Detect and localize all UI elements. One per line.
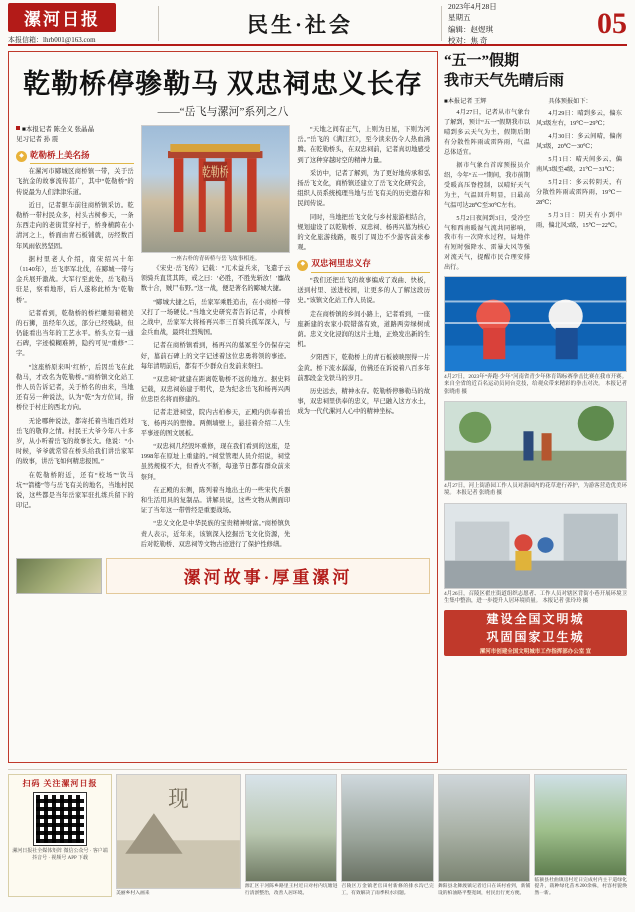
paragraph: “双忠祠”就建在距离乾勒桥不远的地方。据史料记载，双忠祠始建于明代，是为纪念岳飞和杨再兴两位忠臣名将而修建的。 [140, 375, 291, 404]
civilization-campaign-banner [444, 610, 627, 656]
footer-image-4 [534, 774, 627, 876]
byline-intern: 见习记者 孙 震 [16, 135, 59, 143]
forecast-item: 5月3日：阴天有小到中雨，偏北风3级，15℃～22℃。 [536, 211, 622, 229]
weather-headline-line1: “五一”假期 [444, 53, 520, 69]
weather-headline-line2: 我市天气先晴后雨 [444, 73, 565, 90]
feature-headline: 乾勒桥停骖勒马 双忠祠忠义长存 [23, 69, 423, 99]
paragraph: 4月27日，记者从市气象台了解到，预计“五一”假期我市以晴到多云天气为主，假期后期有分散性阵雨或雷阵雨，气温总体适宜。 [444, 109, 530, 157]
photo-cleanup-caption: 4月26日，召陵区翟庄街道组织志愿者、工作人员对辖区背街小巷开展环境卫生集中整治，进一步提升人居环境质量。 本报记者 张玲玲 摄 [444, 590, 627, 604]
byline-reporter: ■本报记者 陈全义 张晶晶 [22, 126, 95, 133]
photo-park-maintenance [444, 401, 627, 481]
civ-sub-label: 漯河市创建全国文明城市工作指挥部办公室 宣 [479, 649, 592, 656]
boxing-illustration [445, 277, 626, 371]
footer-cell-2 [341, 774, 434, 897]
footer-hero-caption: 美丽乡村入画来 [116, 890, 150, 896]
section-heading-2-label: 双忠祠里忠义存 [311, 257, 430, 273]
paragraph: 历史远去，精神永存。乾勒桥停骖勒马的故事，双忠祠里供奉的忠义，早已融入这方水土，成为一代代漯河人心中的精神坐标。 [297, 387, 430, 416]
paragraph: 近日，记者驱车前往商桥镇采访。乾勒桥一带村民众多，村头古树参天，一条东西走向的老街贯穿村子，桥身横跨在小清河之上，桥面由青石板铺就，历经数百年风雨依然坚固。 [16, 201, 134, 250]
section-heading-2 [297, 257, 430, 273]
footer-caption-1: 源汇区干河陈乡路里王村近日对村内坑塘进行清淤整治，改善人居环境。 [244, 884, 338, 896]
paragraph: 据村里老人介绍，南宋绍兴十年（1140年），岳飞率军北伐，在郾城一带与金兵展开激战。大军行至此处，岳飞勒马驻足，察看地形，后人遂称此桥为‘乾勒桥’。 [16, 255, 134, 304]
qr-ad-title: 扫码 关注漯河日报 [22, 779, 98, 788]
footer-photo-strip [8, 769, 627, 897]
weather-byline: ■本报记者 王辉 [444, 97, 487, 105]
section-heading-1-label: 乾勒桥上美名扬 [30, 149, 134, 165]
masthead-left [8, 6, 158, 44]
weather-column-2 [536, 97, 622, 277]
page-body [8, 51, 627, 763]
issue-weekday: 星期五 [448, 13, 471, 23]
footer-cell-3 [438, 774, 531, 897]
paragraph: 记者走进祠堂，院内古柏参天，正殿内供奉着岳飞、杨再兴的塑像。两侧墙壁上，悬挂着介绍二人生平事迹的图文展板。 [140, 409, 291, 437]
qr-ad-note: 漯河日报社全媒体矩阵 微信公众号 · 客户端 抖音号 · 视频号 APP 下载 [12, 849, 108, 861]
right-column [444, 51, 627, 763]
archway-illustration [168, 144, 262, 232]
photo-boxing-caption: 4月27日，2023年“奔跑·少年”河南省青少年体育锦标赛拳击比赛在我市开赛。来自全省的近百名运动员同台竞技，给观众带来精彩的拳击对决。 本报记者 张晓甫 摄 [444, 374, 627, 395]
weather-column-1 [444, 97, 530, 277]
story-banner [16, 557, 430, 595]
diamond-icon: ◆ [16, 151, 27, 162]
park-illustration [445, 402, 626, 480]
page-number: 05 [597, 6, 627, 40]
feature-article [8, 51, 438, 763]
feature-photo [141, 125, 291, 253]
section-title: 民生·社会 [246, 12, 353, 37]
banner-label: 漯河故事·厚重漯河 [106, 558, 430, 594]
paper-logo: 漯河日报 [8, 3, 116, 32]
forecast-item: 5月2日：多云转阴天，有分散性阵雨或雷阵雨，19℃～28℃； [536, 178, 622, 206]
feature-column-1 [16, 125, 134, 553]
qr-ad-block[interactable] [8, 774, 112, 897]
paragraph: 夕阳西下，乾勒桥上的青石板被映照得一片金黄。桥下流水潺潺，仿佛还在诉说着八百多年前那段金戈铁马的岁月。 [297, 354, 430, 382]
weather-body [444, 97, 627, 277]
paragraph: “忠义文化是中华民族的宝贵精神财富。”商桥镇负责人表示，近年来，该镇深入挖掘岳飞文化资源，先后对乾勒桥、双忠祠等文物古迹进行了保护性修缮。 [140, 520, 291, 548]
proof-credit: 校对：焦 奇 [448, 35, 488, 45]
section-title-wrap [158, 6, 442, 41]
feature-column-3 [297, 125, 430, 553]
footer-image-3 [438, 774, 531, 882]
feature-subhead: ——“岳飞与漯河”系列之八 [157, 106, 289, 118]
paragraph: 记者在商桥镇看到，杨再兴的墓冢至今仍保存完好，墓前石碑上的文字记述着这位忠勇将领的事迹。每年清明前后，都有不少群众自发前来祭扫。 [140, 342, 291, 370]
paragraph: 走在商桥镇的乡间小路上，记者看到，一座座新建的农家小院错落有致，道路两旁绿树成荫。忠义文化浸润的这片土地，正焕发出新的生机。 [297, 310, 430, 349]
weather-headline [444, 51, 627, 92]
photo-park-caption: 4月27日，河上街游园工作人员对游园内的花草进行养护，为游客营造优美环境。 本报记者 张晓甫 摄 [444, 483, 627, 497]
footer-cell-1 [245, 774, 338, 897]
forecast-intro: 具体预报如下： [548, 97, 592, 105]
masthead [8, 2, 627, 46]
photo-street-cleanup [444, 503, 627, 589]
hotline-label: 本报信箱：lhrb001@163.com [8, 35, 96, 44]
paragraph: “天地之间有正气，上则为日星，下则为河岳。”岳飞的《满江红》，至今读来仍令人热血沸腾。在乾勒桥头，在双忠祠前，记者真切地感受到了这种穿越时空的精神力量。 [297, 126, 430, 164]
footer-caption-2: 召陵区万金镇老官田村新修的排水沟已完工，有效解决了雨季积水问题。 [341, 884, 434, 896]
footer-image-1 [245, 774, 338, 882]
paragraph: 据市气象台首席预报员介绍，今年“五一”期间，我市前期受暖高压脊控制，以晴好天气为主，气温回升明显，日最高气温可达28℃至30℃左右。 [444, 162, 530, 209]
forecast-item: 4月29日：晴到多云，偏东风3级左右，19℃～29℃； [536, 110, 622, 128]
paragraph: 在正殿的东侧，陈列着当地出土的一些宋代兵器和生活用具的复制品。讲解员说，这些文物从侧面印证了当年这一带曾经是重要战场。 [140, 486, 291, 515]
section-heading-1 [16, 149, 134, 165]
footer-caption-3: 舞阳县北舞渡镇记者近日在该村看到，新铺设的柏油路平整宽阔，村民出行更方便。 [437, 884, 531, 896]
footer-cell-4 [534, 774, 627, 897]
paragraph: “我们还把岳飞的故事编成了戏曲、快板，送到村里、送进校园，让更多的人了解这段历史。”该镇文化站工作人员说。 [297, 277, 430, 305]
paragraph: 在漯河市郾城区商桥镇一带，关于岳飞抗金的故事流传甚广，其中“乾勒桥”的传说最为人们津津乐道。 [16, 168, 134, 196]
feature-column-2 [141, 125, 291, 553]
footer-caption-4: 临颍县杜曲镇房村近日完成村内主干道绿化提升，栽种绿化苗木200余株，村容村貌焕然一新。 [534, 877, 627, 896]
paragraph: “郾城大捷之后，岳家军乘胜追击，在小商桥一带又打了一场硬仗。”当地文史研究者告诉记者，小商桥之战中，岳家军大将杨再兴率三百骑兵孤军深入，与金兵血战，最终壮烈殉国。 [140, 298, 291, 337]
civ-line-2: 巩固国家卫生城 [486, 630, 585, 645]
editor-credit: 编辑：赵煜琪 [448, 24, 493, 34]
svg-text:现: 现 [168, 786, 189, 812]
qr-code-image[interactable] [34, 793, 86, 845]
paragraph: “这座桥原来叫‘红桥’，后因岳飞在此勒马，才改名为乾勒桥。”商桥镇文化站工作人员告诉记者，关于桥名的由来，当地还有另一种说法，认为“乾”为方位词，指桥位于村庄的西北方向。 [16, 363, 134, 412]
paragraph: 同时，当地把岳飞文化与乡村旅游相结合，规划建设了以乾勒桥、双忠祠、杨再兴墓为核心的文化旅游线路，吸引了周边不少游客前来参观。 [297, 213, 430, 252]
civ-line-1: 建设全国文明城 [486, 612, 585, 627]
cleanup-illustration [445, 504, 626, 588]
paragraph: 《宋史·岳飞传》记载：“兀术益兵来，飞遣子云领骑兵直贯其阵，戒之曰：‘必胜，不胜先斩汝！’鏖战数十合，贼尸布野。”这一战，便是著名的郾城大捷。 [140, 265, 291, 293]
masthead-right [442, 2, 627, 45]
forecast-item: 4月30日：多云间晴，偏南风3级，20℃～30℃； [536, 133, 622, 151]
footer-image-2 [341, 774, 434, 882]
paragraph: 采访中，记者了解到，为了更好地传承和弘扬岳飞文化，商桥镇还建立了岳飞文化研究会，组织人员系统梳理当地与岳飞有关的历史遗存和民间传说。 [297, 169, 430, 208]
feature-photo-caption: 一座古朴的青砖桥与岳飞故事相连。 [170, 256, 261, 262]
diamond-icon: ◆ [297, 260, 308, 271]
paragraph: 记者看到，乾勒桥的桥栏雕刻着精美的石狮，虽经年久远，部分已经残缺，但仍能看出当年的工艺水平。桥头立有一通石碑，字迹模糊难辨，隐约可见“重修”二字。 [16, 309, 134, 358]
paragraph: 在乾勒桥附近，还有“校场”“饮马坑”“箭楼”等与岳飞有关的地名，当地村民说，这些都是当年岳家军驻扎练兵留下的印记。 [16, 471, 134, 510]
forecast-item: 5月1日：晴天间多云，偏南风3级至4级，21℃～31℃； [536, 156, 622, 174]
paragraph: 5月2日夜间到3日，受冷空气和西南暖湿气流共同影响，我市有一次降水过程，局地伴有短时强降水、雷暴大风等强对流天气，提醒市民合理安排出行。 [444, 214, 530, 272]
footer-hero-image [116, 774, 241, 889]
issue-date: 2023年4月28日 [448, 2, 497, 11]
photo-boxing-match [444, 276, 627, 372]
paragraph: 无论哪种说法，都寄托着当地百姓对岳飞的敬仰之情。村民王大爷今年八十多岁，从小听着岳飞的故事长大。他说：“小时候，爷爷就常常在桥头给我们讲岳家军的故事，讲岳飞如何精忠报国。” [16, 417, 134, 466]
banner-illustration [16, 558, 102, 594]
footer-hero-cell [116, 774, 241, 897]
hero-calligraphy-illustration [117, 775, 240, 888]
svg-text:乾勒桥: 乾勒桥 [202, 165, 229, 180]
paragraph: “双忠祠几经毁坏重修，现在我们看到的这座，是1998年在原址上重建的。”祠堂管理人员介绍说，祠堂虽然规模不大，但香火不断，每逢节日都有群众前来祭拜。 [140, 443, 291, 481]
